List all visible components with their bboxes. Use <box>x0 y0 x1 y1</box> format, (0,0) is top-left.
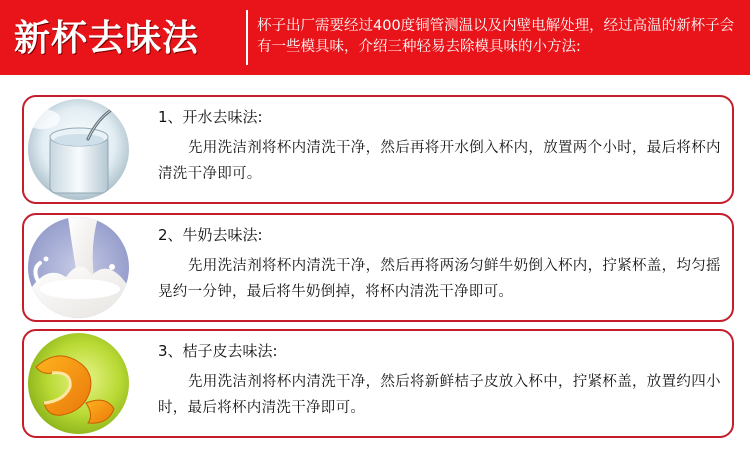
boiling-water-glass-icon <box>28 99 129 200</box>
header-divider <box>246 10 248 65</box>
header-banner <box>0 0 750 75</box>
method-text: 先用洗洁剂将杯内清洗干净，然后将新鲜桔子皮放入杯中，拧紧杯盖，放置约四小时，最后将杯内清洗干净即可。 <box>158 374 721 416</box>
method-text: 先用洗洁剂将杯内清洗干净，然后再将两汤匀鲜牛奶倒入杯内，拧紧杯盖，均匀摇晃约一分钟，最后将牛奶倒掉，将杯内清洗干净即可。 <box>158 258 721 300</box>
method-card-milk <box>22 213 734 322</box>
page-title: 新杯去味法 <box>14 17 200 59</box>
method-title: 2、牛奶去味法: <box>158 226 263 244</box>
header-description: 杯子出厂需要经过400度铜管测温以及内壁电解处理，经过高温的新杯子会有一些模具味，介绍三种轻易去除模具味的小方法: <box>257 18 735 55</box>
method-card-boiling-water <box>22 95 734 204</box>
method-title: 3、桔子皮去味法: <box>158 342 278 360</box>
method-text: 先用洗洁剂将杯内清洗干净，然后再将开水倒入杯内，放置两个小时，最后将杯内清洗干净即可。 <box>158 140 721 182</box>
method-title: 1、开水去味法: <box>158 108 263 126</box>
orange-peel-icon <box>28 333 129 434</box>
method-card-orange-peel <box>22 329 734 438</box>
milk-splash-icon <box>28 217 129 318</box>
